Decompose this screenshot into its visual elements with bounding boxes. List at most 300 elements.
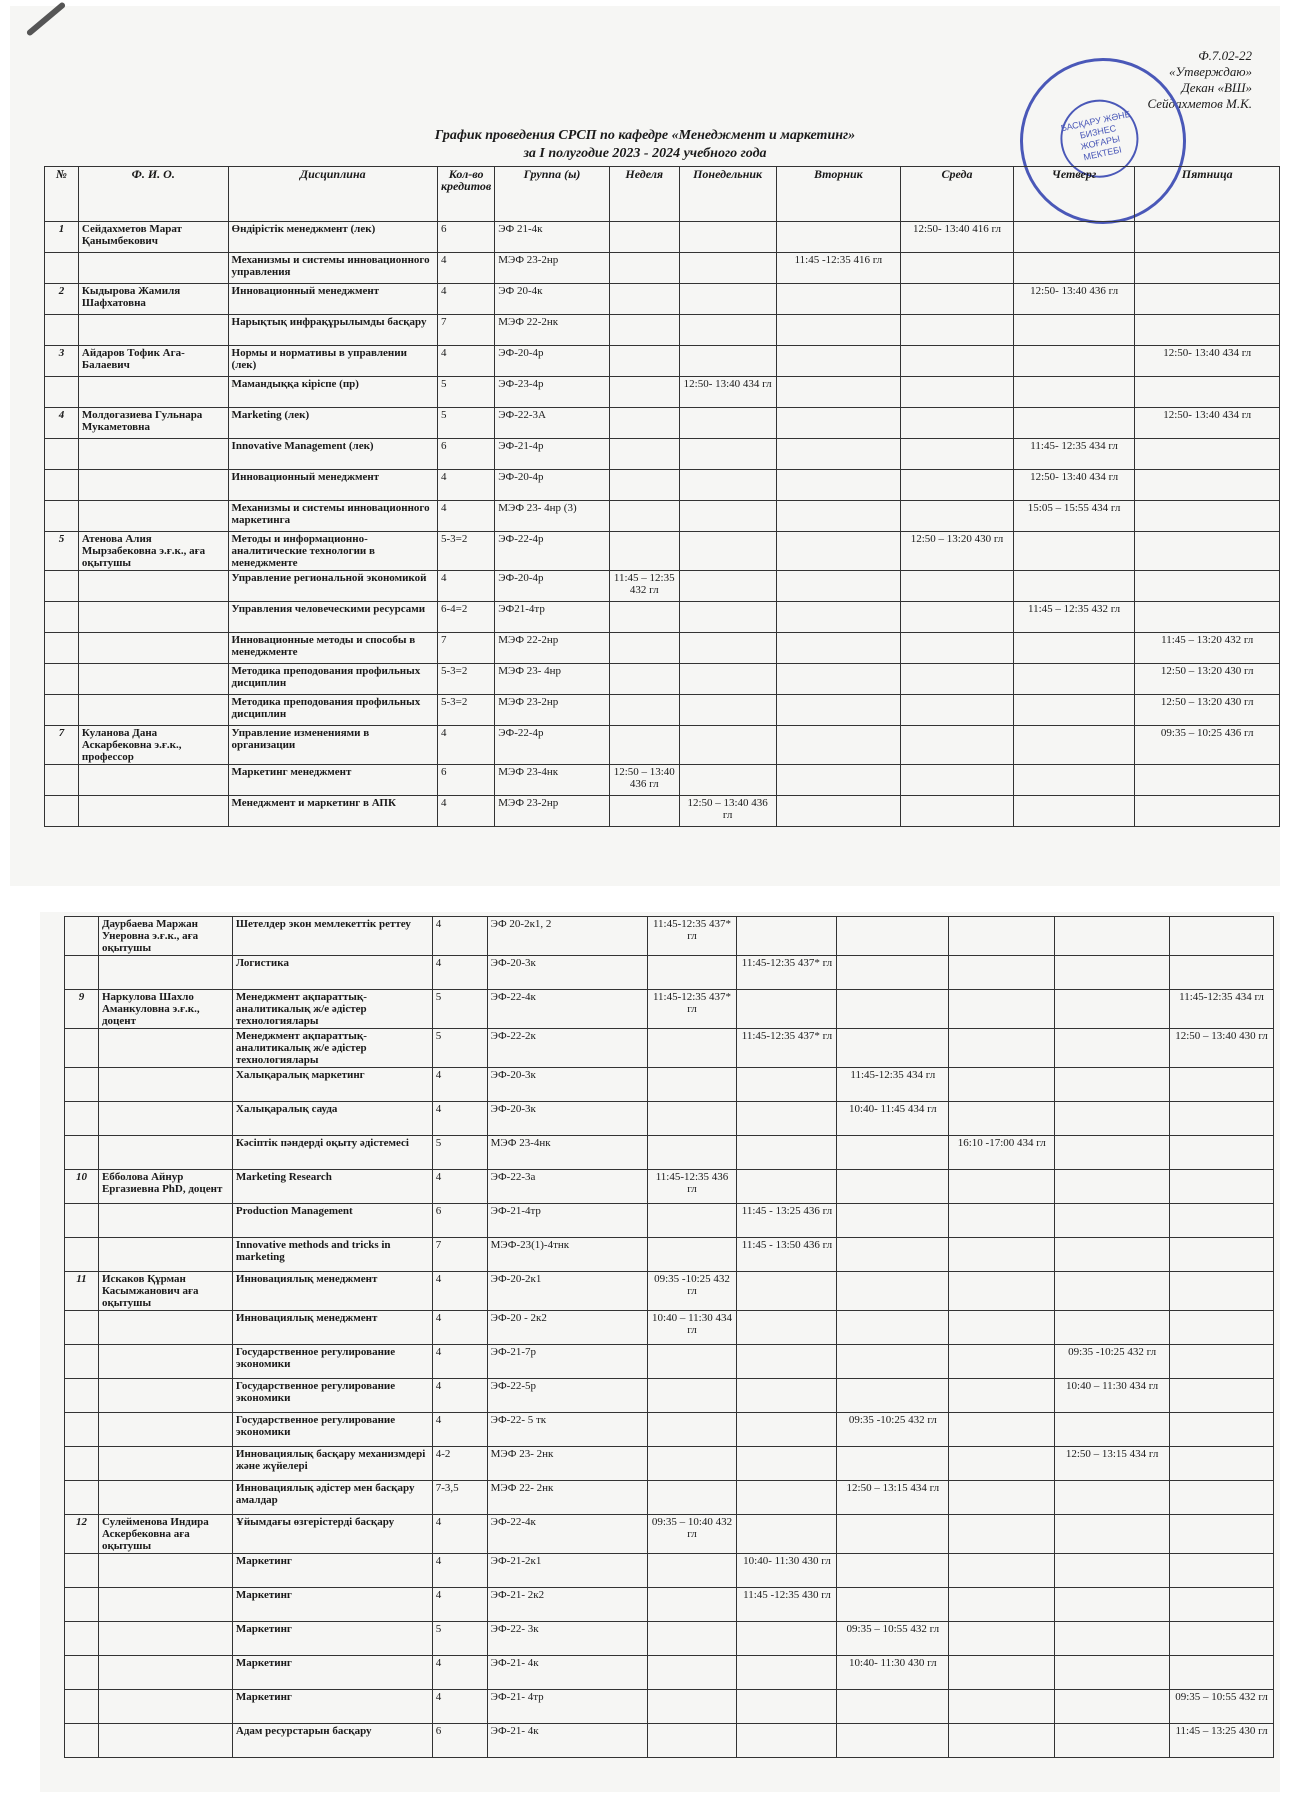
wednesday-cell: 12:50 – 13:20 430 гл (901, 532, 1014, 571)
column-header: Дисциплина (228, 167, 437, 222)
group-cell: ЭФ-20-4р (495, 470, 610, 501)
credits-cell: 6-4=2 (437, 602, 494, 633)
row-number-cell (65, 1379, 99, 1413)
discipline-cell: Инновационный менеджмент (228, 284, 437, 315)
friday-cell (1170, 1204, 1274, 1238)
teacher-name-cell (98, 1690, 232, 1724)
discipline-cell: Адам ресурстарын басқару (232, 1724, 432, 1758)
teacher-name-cell (78, 633, 228, 664)
thursday-cell: 11:45- 12:35 434 гл (1013, 439, 1135, 470)
thursday-cell (1055, 956, 1170, 990)
friday-cell (1170, 1272, 1274, 1311)
discipline-cell: Нарықтық инфрақұрылымды басқару (228, 315, 437, 346)
credits-cell: 4 (432, 956, 487, 990)
monday-cell: 10:40- 11:30 430 гл (737, 1554, 837, 1588)
credits-cell: 6 (432, 1204, 487, 1238)
thursday-cell (1055, 1272, 1170, 1311)
monday-cell (679, 664, 776, 695)
credits-cell: 4 (432, 1068, 487, 1102)
group-cell: ЭФ-22-4к (487, 990, 647, 1029)
wednesday-cell (949, 1311, 1055, 1345)
row-number-cell (45, 633, 79, 664)
tuesday-cell (776, 408, 901, 439)
tuesday-cell (776, 633, 901, 664)
table-row (65, 1170, 1274, 1204)
row-number-cell (45, 695, 79, 726)
thursday-cell (1055, 1238, 1170, 1272)
week-cell: 12:50 – 13:40 436 гл (609, 765, 679, 796)
teacher-name-cell (78, 602, 228, 633)
wednesday-cell (949, 1656, 1055, 1690)
monday-cell (679, 501, 776, 532)
tuesday-cell (776, 602, 901, 633)
row-number-cell (65, 1068, 99, 1102)
friday-cell (1170, 1622, 1274, 1656)
week-cell (609, 532, 679, 571)
wednesday-cell (949, 990, 1055, 1029)
group-cell: ЭФ-22-4р (495, 532, 610, 571)
monday-cell (737, 1690, 837, 1724)
credits-cell: 5-3=2 (437, 664, 494, 695)
group-cell: МЭФ 22-2нк (495, 315, 610, 346)
wednesday-cell (901, 253, 1014, 284)
friday-cell (1135, 377, 1280, 408)
thursday-cell (1013, 765, 1135, 796)
row-number-cell (65, 1204, 99, 1238)
table-row (65, 1447, 1274, 1481)
tuesday-cell: 12:50 – 13:15 434 гл (837, 1481, 949, 1515)
monday-cell: 11:45-12:35 437* гл (737, 1029, 837, 1068)
group-cell: ЭФ-22-4к (487, 1515, 647, 1554)
discipline-cell: Innovative Management (лек) (228, 439, 437, 470)
credits-cell: 4 (437, 796, 494, 827)
table-row (45, 284, 1280, 315)
document-page-2 (40, 912, 1280, 1792)
monday-cell (737, 1068, 837, 1102)
friday-cell (1170, 1136, 1274, 1170)
teacher-name-cell (98, 1656, 232, 1690)
monday-cell (679, 571, 776, 602)
tuesday-cell (837, 990, 949, 1029)
credits-cell: 4 (432, 1413, 487, 1447)
teacher-name-cell: Айдаров Тофик Ага-Балаевич (78, 346, 228, 377)
week-cell (609, 633, 679, 664)
thursday-cell (1013, 377, 1135, 408)
monday-cell: 12:50 – 13:40 436 гл (679, 796, 776, 827)
wednesday-cell (949, 1068, 1055, 1102)
group-cell: МЭФ 22- 2нк (487, 1481, 647, 1515)
column-header: Пятница (1135, 167, 1280, 222)
row-number-cell (65, 1690, 99, 1724)
thursday-cell (1055, 1515, 1170, 1554)
monday-cell (737, 1622, 837, 1656)
row-number-cell (65, 956, 99, 990)
row-number-cell (65, 1554, 99, 1588)
table-row (65, 1588, 1274, 1622)
column-header: Четверг (1013, 167, 1135, 222)
row-number-cell (65, 1345, 99, 1379)
friday-cell (1135, 470, 1280, 501)
row-number-cell (45, 253, 79, 284)
group-cell: ЭФ-22-2к (487, 1029, 647, 1068)
week-cell (647, 1481, 737, 1515)
row-number-cell: 10 (65, 1170, 99, 1204)
thursday-cell: 10:40 – 11:30 434 гл (1055, 1379, 1170, 1413)
column-header: Ф. И. О. (78, 167, 228, 222)
week-cell (609, 315, 679, 346)
thursday-cell (1013, 408, 1135, 439)
table-row (65, 1238, 1274, 1272)
row-number-cell (45, 315, 79, 346)
table-row (65, 1622, 1274, 1656)
credits-cell: 4 (432, 1379, 487, 1413)
week-cell (647, 1136, 737, 1170)
row-number-cell: 3 (45, 346, 79, 377)
friday-cell: 12:50 – 13:20 430 гл (1135, 664, 1280, 695)
table-row (45, 439, 1280, 470)
tuesday-cell (776, 346, 901, 377)
credits-cell: 4 (437, 726, 494, 765)
discipline-cell: Инновациялық менеджмент (232, 1311, 432, 1345)
row-number-cell: 2 (45, 284, 79, 315)
credits-cell: 5-3=2 (437, 532, 494, 571)
discipline-cell: Маркетинг (232, 1656, 432, 1690)
friday-cell (1170, 1656, 1274, 1690)
group-cell: МЭФ 23-4нк (495, 765, 610, 796)
week-cell (647, 956, 737, 990)
discipline-cell: Маркетинг (232, 1554, 432, 1588)
teacher-name-cell (78, 796, 228, 827)
table-row (65, 1724, 1274, 1758)
discipline-cell: Production Management (232, 1204, 432, 1238)
monday-cell (737, 1345, 837, 1379)
form-code: Ф.7.02-22 (1198, 48, 1252, 63)
week-cell (609, 377, 679, 408)
week-cell (609, 501, 679, 532)
wednesday-cell (901, 765, 1014, 796)
week-cell (609, 253, 679, 284)
tuesday-cell: 11:45 -12:35 416 гл (776, 253, 901, 284)
week-cell (609, 726, 679, 765)
tuesday-cell (837, 917, 949, 956)
friday-cell (1135, 602, 1280, 633)
column-header: № (45, 167, 79, 222)
friday-cell (1135, 501, 1280, 532)
table-row (65, 956, 1274, 990)
wednesday-cell (901, 315, 1014, 346)
row-number-cell (45, 439, 79, 470)
group-cell: ЭФ 20-2к1, 2 (487, 917, 647, 956)
friday-cell (1170, 1588, 1274, 1622)
thursday-cell: 09:35 -10:25 432 гл (1055, 1345, 1170, 1379)
discipline-cell: Маркетинг (232, 1690, 432, 1724)
friday-cell (1135, 765, 1280, 796)
group-cell: ЭФ-22-5р (487, 1379, 647, 1413)
discipline-cell: Инновациялық менеджмент (232, 1272, 432, 1311)
thursday-cell (1013, 726, 1135, 765)
teacher-name-cell: Ебболова Айнур Ергазиевна PhD, доцент (98, 1170, 232, 1204)
credits-cell: 4 (432, 1588, 487, 1622)
thursday-cell (1055, 1170, 1170, 1204)
wednesday-cell (901, 571, 1014, 602)
teacher-name-cell (78, 664, 228, 695)
monday-cell (679, 470, 776, 501)
thursday-cell (1055, 1204, 1170, 1238)
teacher-name-cell: Куланова Дана Аскарбековна э.ғ.к., профессор (78, 726, 228, 765)
wednesday-cell (901, 664, 1014, 695)
row-number-cell (65, 1311, 99, 1345)
teacher-name-cell: Атенова Алия Мырзабековна э.ғ.к., аға оқытушы (78, 532, 228, 571)
group-cell: ЭФ-22-4р (495, 726, 610, 765)
monday-cell: 11:45 - 13:50 436 гл (737, 1238, 837, 1272)
thursday-cell (1055, 1029, 1170, 1068)
monday-cell (679, 695, 776, 726)
discipline-cell: Marketing (лек) (228, 408, 437, 439)
group-cell: ЭФ-20-3к (487, 956, 647, 990)
credits-cell: 7 (437, 633, 494, 664)
group-cell: МЭФ 23-2нр (495, 695, 610, 726)
thursday-cell (1055, 917, 1170, 956)
group-cell: МЭФ 23-2нр (495, 796, 610, 827)
friday-cell: 12:50- 13:40 434 гл (1135, 346, 1280, 377)
row-number-cell: 4 (45, 408, 79, 439)
row-number-cell: 7 (45, 726, 79, 765)
group-cell: ЭФ-22-3А (495, 408, 610, 439)
discipline-cell: Marketing Research (232, 1170, 432, 1204)
wednesday-cell (949, 1345, 1055, 1379)
monday-cell (737, 1413, 837, 1447)
thursday-cell: 11:45 – 12:35 432 гл (1013, 602, 1135, 633)
wednesday-cell (901, 633, 1014, 664)
row-number-cell: 9 (65, 990, 99, 1029)
group-cell: ЭФ-20-2к1 (487, 1272, 647, 1311)
credits-cell: 4 (437, 346, 494, 377)
wednesday-cell (901, 439, 1014, 470)
wednesday-cell (901, 377, 1014, 408)
tuesday-cell (776, 695, 901, 726)
wednesday-cell (949, 1447, 1055, 1481)
table-row (45, 315, 1280, 346)
table-row (65, 1690, 1274, 1724)
table-row (45, 664, 1280, 695)
friday-cell (1170, 1413, 1274, 1447)
credits-cell: 4 (432, 1170, 487, 1204)
discipline-cell: Нормы и нормативы в управлении (лек) (228, 346, 437, 377)
table-row (45, 602, 1280, 633)
row-number-cell (65, 1724, 99, 1758)
discipline-cell: Менеджмент и маркетинг в АПК (228, 796, 437, 827)
credits-cell: 4 (432, 1656, 487, 1690)
table-row (45, 695, 1280, 726)
tuesday-cell (837, 1447, 949, 1481)
week-cell (647, 1204, 737, 1238)
credits-cell: 4 (432, 1272, 487, 1311)
credits-cell: 4 (437, 501, 494, 532)
credits-cell: 4 (437, 253, 494, 284)
row-number-cell: 11 (65, 1272, 99, 1311)
table-row (65, 1554, 1274, 1588)
week-cell (647, 1690, 737, 1724)
tuesday-cell (837, 1554, 949, 1588)
group-cell: ЭФ-20 - 2к2 (487, 1311, 647, 1345)
row-number-cell (65, 1622, 99, 1656)
monday-cell (679, 284, 776, 315)
friday-cell (1170, 1102, 1274, 1136)
friday-cell (1170, 1379, 1274, 1413)
week-cell (647, 1622, 737, 1656)
tuesday-cell (776, 470, 901, 501)
friday-cell (1135, 796, 1280, 827)
monday-cell (737, 917, 837, 956)
group-cell: ЭФ-20-4р (495, 346, 610, 377)
row-number-cell (45, 796, 79, 827)
discipline-cell: Механизмы и системы инновационного маркетинга (228, 501, 437, 532)
discipline-cell: Маркетинг (232, 1588, 432, 1622)
week-cell (609, 284, 679, 315)
monday-cell (679, 765, 776, 796)
wednesday-cell (949, 1588, 1055, 1622)
tuesday-cell (837, 1345, 949, 1379)
teacher-name-cell (78, 501, 228, 532)
tuesday-cell (776, 796, 901, 827)
table-row (45, 532, 1280, 571)
table-row (45, 377, 1280, 408)
credits-cell: 4 (432, 1345, 487, 1379)
credits-cell: 4 (437, 284, 494, 315)
tuesday-cell: 09:35 – 10:55 432 гл (837, 1622, 949, 1656)
credits-cell: 4 (432, 1515, 487, 1554)
friday-cell (1135, 571, 1280, 602)
tuesday-cell (837, 1238, 949, 1272)
week-cell (609, 408, 679, 439)
week-cell (647, 1588, 737, 1622)
discipline-cell: Методика преподования профильных дисциплин (228, 664, 437, 695)
week-cell (647, 1554, 737, 1588)
monday-cell (679, 346, 776, 377)
wednesday-cell (901, 796, 1014, 827)
wednesday-cell (949, 1554, 1055, 1588)
table-row (45, 726, 1280, 765)
monday-cell (679, 532, 776, 571)
column-header: Группа (ы) (495, 167, 610, 222)
thursday-cell (1055, 1068, 1170, 1102)
wednesday-cell (901, 284, 1014, 315)
credits-cell: 4 (432, 1554, 487, 1588)
table-row (65, 1029, 1274, 1068)
wednesday-cell (949, 1515, 1055, 1554)
row-number-cell (45, 602, 79, 633)
tuesday-cell (776, 377, 901, 408)
row-number-cell: 1 (45, 222, 79, 253)
tuesday-cell (837, 1136, 949, 1170)
approve-label: «Утверждаю» (1168, 64, 1252, 79)
week-cell: 11:45 – 12:35 432 гл (609, 571, 679, 602)
discipline-cell: Логистика (232, 956, 432, 990)
thursday-cell (1055, 1690, 1170, 1724)
monday-cell (737, 1656, 837, 1690)
discipline-cell: Менеджмент ақпараттық-аналитикалық ж/е әдістер технологиялары (232, 990, 432, 1029)
column-header: Кол-во кредитов (437, 167, 494, 222)
friday-cell: 11:45 – 13:25 430 гл (1170, 1724, 1274, 1758)
monday-cell (737, 1311, 837, 1345)
monday-cell (679, 633, 776, 664)
tuesday-cell (776, 726, 901, 765)
teacher-name-cell: Наркулова Шахло Аманкуловна э.ғ.к., доцент (98, 990, 232, 1029)
tuesday-cell (837, 1204, 949, 1238)
monday-cell: 11:45-12:35 437* гл (737, 956, 837, 990)
week-cell: 11:45-12:35 436 гл (647, 1170, 737, 1204)
thursday-cell (1013, 796, 1135, 827)
tuesday-cell (776, 284, 901, 315)
friday-cell (1135, 253, 1280, 284)
credits-cell: 5 (432, 1029, 487, 1068)
friday-cell (1170, 1345, 1274, 1379)
row-number-cell (65, 1238, 99, 1272)
thursday-cell: 12:50- 13:40 434 гл (1013, 470, 1135, 501)
teacher-name-cell (98, 1204, 232, 1238)
wednesday-cell (949, 1029, 1055, 1068)
monday-cell (679, 439, 776, 470)
wednesday-cell (901, 602, 1014, 633)
tuesday-cell (776, 315, 901, 346)
thursday-cell (1013, 346, 1135, 377)
credits-cell: 4-2 (432, 1447, 487, 1481)
credits-cell: 5 (437, 377, 494, 408)
row-number-cell (65, 1102, 99, 1136)
teacher-name-cell (78, 253, 228, 284)
discipline-cell: Шетелдер экон мемлекеттік реттеу (232, 917, 432, 956)
thursday-cell (1055, 1102, 1170, 1136)
wednesday-cell (949, 1272, 1055, 1311)
credits-cell: 4 (432, 1102, 487, 1136)
row-number-cell: 5 (45, 532, 79, 571)
tuesday-cell (837, 1588, 949, 1622)
group-cell: ЭФ-21- 4к (487, 1656, 647, 1690)
teacher-name-cell (98, 1136, 232, 1170)
teacher-name-cell (98, 1238, 232, 1272)
table-row (65, 1272, 1274, 1311)
row-number-cell (65, 917, 99, 956)
table-row (45, 222, 1280, 253)
group-cell: ЭФ21-4тр (495, 602, 610, 633)
wednesday-cell (949, 1170, 1055, 1204)
group-cell: МЭФ-23(1)-4тнк (487, 1238, 647, 1272)
group-cell: ЭФ-22-3а (487, 1170, 647, 1204)
credits-cell: 7 (432, 1238, 487, 1272)
group-cell: ЭФ-20-3к (487, 1068, 647, 1102)
tuesday-cell (837, 1379, 949, 1413)
teacher-name-cell: Даурбаева Маржан Унеровна э.ғ.к., аға оқытушы (98, 917, 232, 956)
friday-cell (1135, 532, 1280, 571)
teacher-name-cell (78, 571, 228, 602)
monday-cell (737, 1724, 837, 1758)
table-header-row (45, 167, 1280, 222)
week-cell (647, 1029, 737, 1068)
tuesday-cell (837, 1311, 949, 1345)
monday-cell (737, 1379, 837, 1413)
credits-cell: 4 (437, 571, 494, 602)
monday-cell (679, 408, 776, 439)
thursday-cell (1055, 1311, 1170, 1345)
week-cell (647, 1238, 737, 1272)
table-row (65, 1102, 1274, 1136)
teacher-name-cell (98, 956, 232, 990)
friday-cell: 12:50 – 13:40 430 гл (1170, 1029, 1274, 1068)
tuesday-cell (776, 222, 901, 253)
teacher-name-cell (98, 1622, 232, 1656)
week-cell (609, 470, 679, 501)
wednesday-cell (949, 1413, 1055, 1447)
